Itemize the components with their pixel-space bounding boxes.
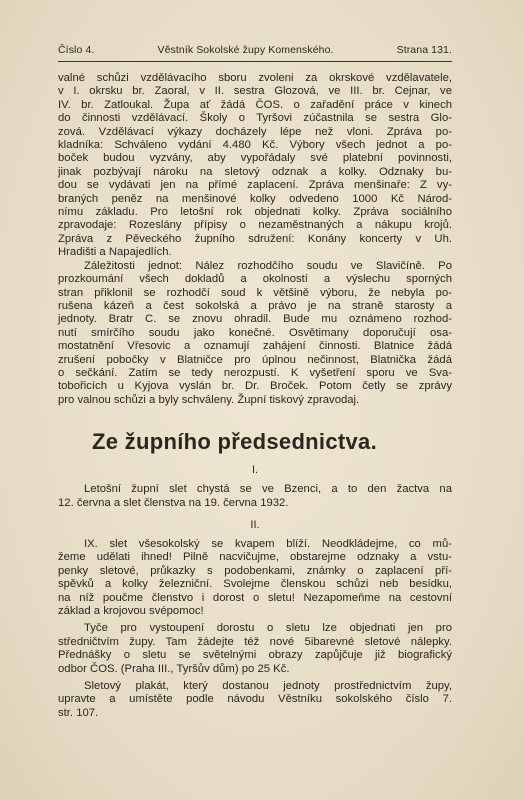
text-line: Tyče pro vystoupení dorostu o sletu lze objednati jen pro — [84, 622, 452, 635]
paragraph — [58, 538, 452, 618]
text-line: IX. slet všesokolský se kvapem blíží. Neodkládejme, co mů- — [84, 537, 452, 550]
text-line: kladníka: Schváleno vydání 4.480 Kč. Výbory všech jednot a po- — [58, 139, 452, 152]
journal-title: Věstník Sokolské župy Komenského. — [157, 44, 334, 56]
text-line: braných peněz na menšinové kolky odvedeno 1000 Kč Národ- — [58, 192, 452, 205]
paragraph — [58, 680, 452, 720]
text-line: mostatnění Vřesovic a oznamují zahájení činnosti. Blatnice žádá — [58, 340, 452, 353]
text-line: jinak pozbývají nároku na sletový odznak a kolky. Odznaky bu- — [58, 165, 452, 178]
text-line: prozkoumání všech dokladů a okolností a výslechu sporných — [58, 273, 452, 286]
running-header — [58, 44, 452, 56]
text-line: 12. června a slet členstva na 19. června 1932. — [58, 496, 289, 509]
text-line: základ a krojovou svépomoc! — [58, 605, 204, 617]
part-two-label: II. — [250, 518, 260, 531]
text-line: zová. Vzdělávací výkazy docházely lépe než vloni. Zpráva po- — [58, 125, 452, 138]
paragraph — [58, 260, 452, 407]
part-one-text — [58, 483, 452, 510]
text-line: tobořicích u Kyjova vyslán br. Dr. Broček. Potom četly se zprávy — [58, 380, 452, 393]
page-number: Strana 131. — [396, 44, 452, 56]
text-line: žeme udělati ihned! Pilně nacvičujme, obstarejme odznaky a vstu- — [58, 551, 452, 564]
text-line: Sletový plakát, který dostanou jednoty prostřednictvím župy, — [84, 680, 452, 693]
text-line: IV. br. Zatloukal. Župa ať žádá ČOS. o zařadění práce v kinech — [58, 98, 452, 111]
text-line: Zpráva z Pěveckého župního sdružení: Konány koncerty v Uh. — [58, 232, 452, 245]
text-line: dou se vydávati jen na přímé zaplacení. Zpráva menšinaře: Z vy- — [58, 179, 452, 192]
text-line: str. 107. — [58, 706, 99, 719]
text-line: pro valnou schůzi a byly schváleny. Župní tiskový zpravodaj. — [58, 393, 360, 406]
upper-report — [58, 72, 452, 407]
text-line: nutí smírčího soudu jako konečné. Osvětimany doporučují osa- — [58, 326, 452, 339]
paragraph — [58, 622, 452, 676]
paragraph — [58, 72, 452, 260]
header-rule — [58, 61, 452, 62]
text-line: středničtvím župy. Tam žádejte též nové 5ibarevné sletové nálepky. — [58, 635, 452, 648]
text-line: Letošní župní slet chystá se ve Bzenci, a to den žactva na — [84, 483, 452, 496]
text-line: stran přiklonil se rozhodčí soud k většině výboru, že nebyla po- — [58, 286, 452, 299]
text-line: v I. okrsku br. Zaoral, v II. sestra Glozová, ve III. br. Cejnar, ve — [58, 85, 452, 98]
text-line: nímu základu. Pro letošní rok objednati kolky. Zpráva sociálního — [58, 206, 452, 219]
text-line: valné schůzi vzdělávacího sboru zvoleni za okrskové vzdělavatele, — [58, 72, 452, 84]
text-line: zpravodaje: Rozeslány přípisy o nezaměstnaných a nákupu krojů. — [58, 219, 452, 232]
text-line: Hradišti a Napajedlích. — [58, 246, 172, 259]
article-body — [58, 72, 452, 724]
part-two-text — [58, 538, 452, 720]
text-line: o sečkání. Zatím se tedy nerozpustí. K vyšetření sporu ve Sva- — [58, 366, 452, 379]
text-line: zrušení pobočky v Blatničce pro úplnou nečinnost, Blatnička žádá — [58, 353, 452, 366]
section-title: Ze župního předsednictva. — [92, 429, 377, 455]
text-line: odbor ČOS. (Praha III., Tyršův dům) po 25 Kč. — [58, 662, 290, 675]
text-line: Záležitosti jednot: Nález rozhodčího soudu ve Slavičíně. Po — [84, 259, 452, 272]
part-one-label: I. — [251, 464, 259, 477]
text-line: boček budou vyzvány, aby vypořádaly své platební povinnosti, — [58, 152, 452, 165]
text-line: spěvků a kolky železniční. Svolejme členskou schůzi neb besídku, — [58, 578, 452, 591]
text-line: upravte a umístěte podle návodu Věstníku sokolského číslo 7. — [58, 693, 452, 706]
text-line: Přednášky o sletu se světelnými obrazy zapůjčuje již biografický — [58, 649, 452, 662]
text-line: jednoty. Bratr C. se znovu ohradil. Bude mu oznámeno rozhod- — [58, 313, 452, 326]
text-line: na níž poučme členstvo i dorost o sletu! Nezapomeňme na cestovní — [58, 591, 452, 604]
text-line: do činnosti vzdělávací. Školy o Tyršovi zúčastnila se sestra Glo- — [58, 112, 452, 125]
section-gap — [58, 407, 452, 429]
text-line: rušena kázeň a čest sokolská a právo je na straně starosty a — [58, 299, 452, 312]
text-line: penky sletové, průkazky s podobenkami, známky o zaplacení pří- — [58, 564, 452, 577]
issue-number: Číslo 4. — [58, 44, 95, 56]
